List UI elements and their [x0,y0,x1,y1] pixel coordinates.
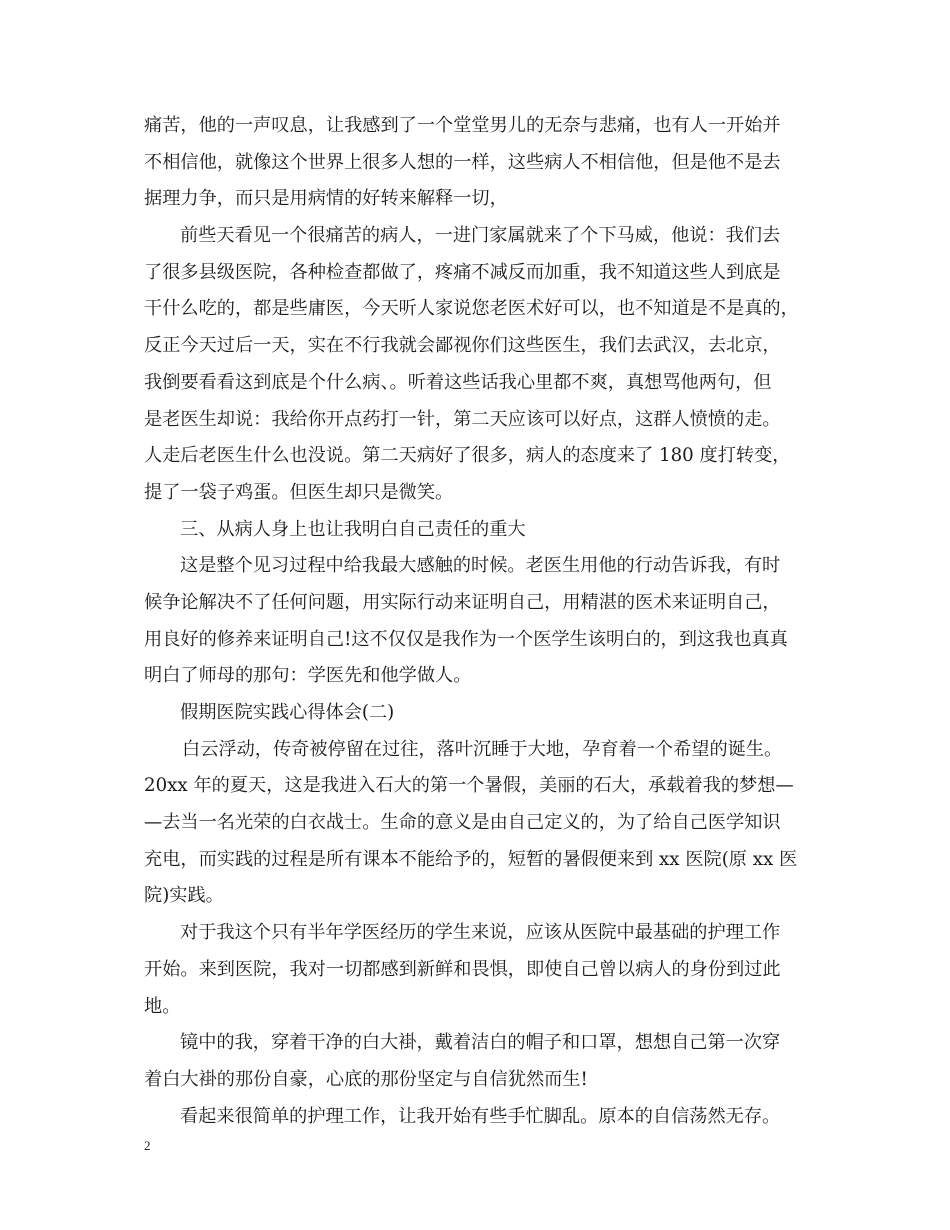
text-line: 用良好的修养来证明自己!这不仅仅是我作为一个医学生该明白的，到这我也真真 [144,628,788,650]
text-line: 了很多县级医院，各种检查都做了，疼痛不减反而加重，我不知道这些人到底是 [144,261,781,283]
text-line: 反正今天过后一天，实在不行我就会鄙视你们这些医生，我们去武汉，去北京， [144,335,781,357]
text-line: 假期医院实践心得体会(二) [180,702,395,723]
text-line: 不相信他，就像这个世界上很多人想的一样，这些病人不相信他，但是他不是去 [144,151,781,173]
body-text [144,108,834,1135]
text-line: 地。 [144,995,181,1017]
text-line: 对于我这个只有半年学医经历的学生来说，应该从医院中最基础的护理工作 [180,922,781,944]
text-line: 院)实践。 [144,885,224,907]
text-line: 我倒要看看这到底是个什么病、。听着这些话我心里都不爽，真想骂他两句，但 [144,371,772,393]
text-line: 充电，而实践的过程是所有课本不能给予的，短暂的暑假便来到 xx 医院(原 xx 医 [144,848,798,870]
text-line: 白云浮动，传奇被停留在过往，落叶沉睡于大地，孕育着一个希望的诞生。 [182,738,783,760]
text-line: 人走后老医生什么也没说。第二天病好了很多，病人的态度来了 180 度打转变， [144,445,791,467]
page-number: 2 [144,1138,151,1153]
text-line: 开始。来到医院，我对一切都感到新鲜和畏惧，即使自己曾以病人的身份到过此 [144,958,781,980]
text-line: 20xx 年的夏天，这是我进入石大的第一个暑假，美丽的石大，承载着我的梦想— [144,775,794,797]
text-line: 是老医生却说：我给你开点药打一针，第二天应该可以好点，这群人愤愤的走。 [144,408,781,430]
text-line: 看起来很简单的护理工作，让我开始有些手忙脚乱。原本的自信荡然无存。 [180,1105,781,1127]
text-line: 三、从病人身上也让我明白自己责任的重大 [180,518,526,540]
text-line: 前些天看见一个很痛苦的病人，一进门家属就来了个下马威，他说：我们去 [180,225,781,247]
text-line: 候争论解决不了任何问题，用实际行动来证明自己，用精湛的医术来证明自己， [144,591,781,613]
text-line: 着白大褂的那份自豪，心底的那份坚定与自信犹然而生! [144,1068,588,1090]
text-line: 据理力争，而只是用病情的好转来解释一切， [144,188,508,210]
text-line: 提了一袋子鸡蛋。但医生却只是微笑。 [144,481,454,503]
text-line: 干什么吃的，都是些庸医，今天听人家说您老医术好可以，也不知道是不是真的， [144,298,799,320]
text-line: 这是整个见习过程中给我最大感触的时候。老医生用他的行动告诉我，有时 [180,555,781,577]
text-line: 明白了师母的那句：学医先和他学做人。 [144,665,472,687]
text-line: 镜中的我，穿着干净的白大褂，戴着洁白的帽子和口罩，想想自己第一次穿 [180,1032,781,1054]
text-line: —去当一名光荣的白衣战士。生命的意义是由自己定义的，为了给自己医学知识 [144,812,781,834]
text-line: 痛苦，他的一声叹息，让我感到了一个堂堂男儿的无奈与悲痛，也有人一开始并 [144,115,781,136]
